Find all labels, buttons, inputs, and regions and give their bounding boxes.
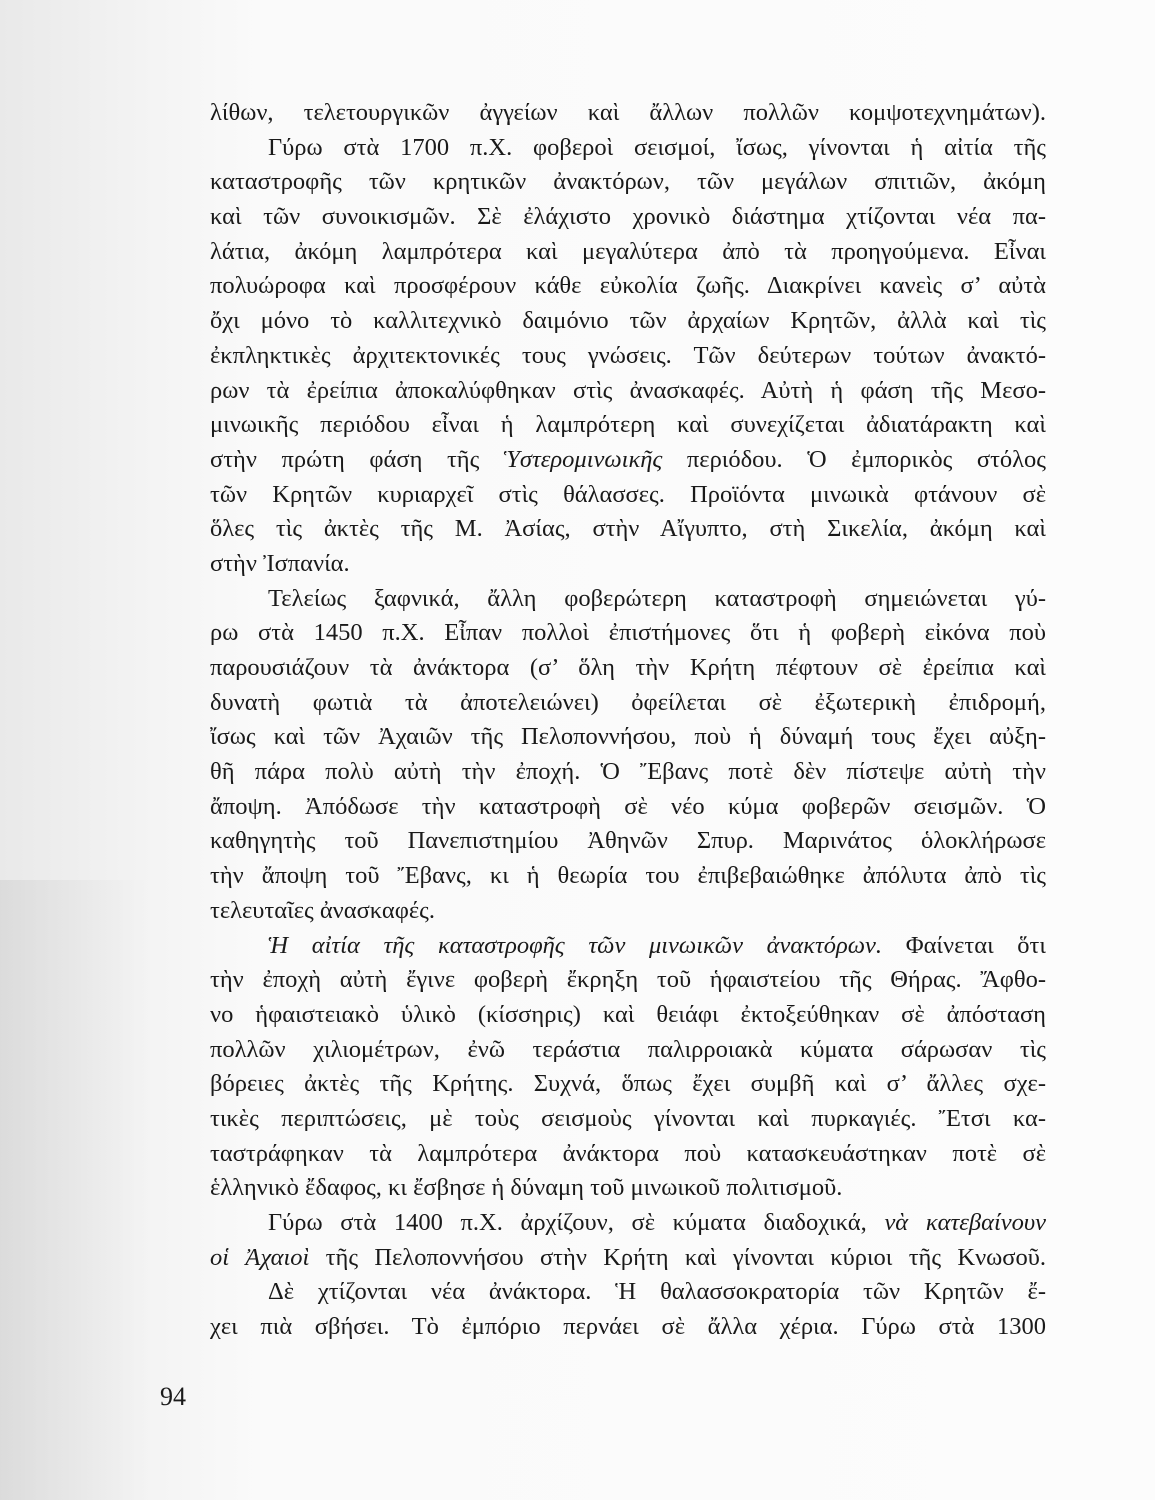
text-segment: ἑλληνικὸ ἔδαφος, κι ἔσβησε ἡ δύναμη τοῦ μινωικοῦ πολιτισμοῦ. [210, 1174, 843, 1202]
text-line [210, 755, 1046, 790]
paragraph [210, 96, 1046, 131]
text-line [210, 963, 1046, 998]
text-line [210, 443, 1046, 478]
text-segment: Γύρω στὰ 1400 π.Χ. ἀρχίζουν, σὲ κύματα διαδοχικά, [268, 1209, 885, 1236]
text-segment: ρω στὰ 1450 π.Χ. Εἶπαν πολλοὶ ἐπιστήμονες ὅτι ἡ φοβερὴ εἰκόνα ποὺ [210, 619, 1046, 647]
text-segment: ἴσως καὶ τῶν Ἀχαιῶν τῆς Πελοποννήσου, ποὺ ἡ δύναμή τους ἔχει αὐξη- [210, 723, 1046, 751]
text-segment: πολλῶν χιλιομέτρων, ἐνῶ τεράστια παλιρροιακὰ κύματα σάρωσαν τὶς [210, 1035, 1046, 1063]
text-segment: καθηγητὴς τοῦ Πανεπιστημίου Ἀθηνῶν Σπυρ. Μαρινάτος ὁλοκλήρωσε [210, 827, 1046, 855]
text-segment: μινωικῆς περιόδου εἶναι ἡ λαμπρότερη καὶ συνεχίζεται ἀδιατάρακτη καὶ [210, 411, 1046, 439]
text-line [210, 235, 1046, 270]
text-segment: στὴν πρώτη φάση τῆς [210, 445, 504, 473]
text-line [210, 998, 1046, 1033]
text-line [210, 616, 1046, 651]
paragraph [210, 582, 1046, 929]
text-line [210, 894, 1046, 929]
text-line [210, 374, 1046, 409]
text-line [210, 651, 1046, 686]
text-line [210, 547, 1046, 582]
paragraph [210, 131, 1046, 582]
text-line [210, 1310, 1046, 1345]
text-segment: νο ἡφαιστειακὸ ὑλικὸ (κίσσηρις) καὶ θειάφι ἐκτοξεύθηκαν σὲ ἀπόσταση [210, 1000, 1046, 1028]
text-line [210, 200, 1046, 235]
text-line [210, 1241, 1046, 1276]
italic-text: Ὑστερομινωικῆς [503, 445, 663, 473]
text-line [210, 929, 1046, 964]
text-segment: λάτια, ἀκόμη λαμπρότερα καὶ μεγαλύτερα ἀπὸ τὰ προηγούμενα. Εἶναι [210, 237, 1046, 265]
text-line [210, 1275, 1046, 1310]
text-segment: βόρειες ἀκτὲς τῆς Κρήτης. Συχνά, ὅπως ἔχει συμβῆ καὶ σ’ ἄλλες σχε- [210, 1070, 1046, 1098]
text-line [210, 1137, 1046, 1172]
text-line [210, 1171, 1046, 1206]
text-segment: τελευταῖες ἀνασκαφές. [210, 896, 435, 924]
text-line [210, 478, 1046, 513]
text-line [210, 512, 1046, 547]
text-segment: ἄποψη. Ἀπόδωσε τὴν καταστροφὴ σὲ νέο κύμα φοβερῶν σεισμῶν. Ὁ [210, 792, 1046, 820]
text-segment: καταστροφῆς τῶν κρητικῶν ἀνακτόρων, τῶν μεγάλων σπιτιῶν, ἀκόμη [210, 168, 1046, 196]
text-segment: λίθων, τελετουργικῶν ἀγγείων καὶ ἄλλων πολλῶν κομψοτεχνημάτων). [210, 99, 1046, 126]
text-segment: ταστράφηκαν τὰ λαμπρότερα ἀνάκτορα ποὺ κατασκευάστηκαν ποτὲ σὲ [210, 1139, 1046, 1167]
text-segment: θῆ πάρα πολὺ αὐτὴ τὴν ἐποχή. Ὁ Ἔβανς ποτὲ δὲν πίστεψε αὐτὴ τὴν [210, 758, 1046, 786]
text-segment: τῶν Κρητῶν κυριαρχεῖ στὶς θάλασσες. Προϊόντα μινωικὰ φτάνουν σὲ [210, 480, 1046, 508]
text-segment: τὴν ἐποχὴ αὐτὴ ἔγινε φοβερὴ ἔκρηξη τοῦ ἡφαιστείου τῆς Θήρας. Ἄφθο- [210, 966, 1046, 994]
text-segment: περιόδου. Ὁ ἐμπορικὸς στόλος [662, 445, 1046, 473]
paragraph [210, 1206, 1046, 1275]
text-line [210, 1067, 1046, 1102]
text-line [210, 96, 1046, 131]
text-segment: Γύρω στὰ 1700 π.Χ. φοβεροὶ σεισμοί, ἴσως, γίνονται ἡ αἰτία τῆς [268, 133, 1046, 161]
text-segment: ρων τὰ ἐρείπια ἀποκαλύφθηκαν στὶς ἀνασκαφές. Αὐτὴ ἡ φάση τῆς Μεσο- [210, 376, 1046, 404]
text-line [210, 1033, 1046, 1068]
text-line [210, 582, 1046, 617]
italic-text: οἱ Ἀχαιοὶ [210, 1243, 310, 1271]
text-line [210, 1206, 1046, 1241]
text-segment: Τελείως ξαφνικά, ἄλλη φοβερώτερη καταστροφὴ σημειώνεται γύ- [268, 584, 1046, 612]
text-segment: τικὲς περιπτώσεις, μὲ τοὺς σεισμοὺς γίνονται καὶ πυρκαγιές. Ἔτσι κα- [210, 1104, 1046, 1132]
text-segment: Φαίνεται ὅτι [882, 931, 1046, 959]
text-line [210, 131, 1046, 166]
text-segment: δυνατὴ φωτιὰ τὰ ἀποτελειώνει) ὀφείλεται σὲ ἐξωτερικὴ ἐπιδρομή, [210, 688, 1046, 716]
scan-shading [0, 880, 150, 1500]
text-line [210, 790, 1046, 825]
text-line [210, 339, 1046, 374]
text-segment: παρουσιάζουν τὰ ἀνάκτορα (σ’ ὅλη τὴν Κρήτη πέφτουν σὲ ἐρείπια καὶ [210, 654, 1046, 681]
text-line [210, 824, 1046, 859]
italic-text: νὰ κατεβαίνουν [884, 1209, 1046, 1236]
text-segment: πολυώροφα καὶ προσφέρουν κάθε εὐκολία ζωῆς. Διακρίνει κανεὶς σ’ αὐτὰ [210, 272, 1046, 300]
paragraph [210, 1275, 1046, 1344]
text-segment: ὅλες τὶς ἀκτὲς τῆς Μ. Ἀσίας, στὴν Αἴγυπτο, στὴ Σικελία, ἀκόμη καὶ [210, 515, 1046, 543]
text-segment: τῆς Πελοποννήσου στὴν Κρήτη καὶ γίνονται κύριοι τῆς Κνωσοῦ. [309, 1243, 1046, 1271]
italic-text: Ἡ αἰτία τῆς καταστροφῆς τῶν μινωικῶν ἀνακτόρων. [268, 931, 883, 959]
text-line [210, 408, 1046, 443]
text-line [210, 1102, 1046, 1137]
text-line [210, 686, 1046, 721]
page-number: 94 [160, 1382, 186, 1411]
text-line [210, 720, 1046, 755]
text-segment: καὶ τῶν συνοικισμῶν. Σὲ ἐλάχιστο χρονικὸ διάστημα χτίζονται νέα πα- [210, 203, 1046, 231]
text-segment: χει πιὰ σβήσει. Τὸ ἐμπόριο περνάει σὲ ἄλλα χέρια. Γύρω στὰ 1300 [210, 1313, 1046, 1341]
text-line [210, 304, 1046, 339]
text-segment: τὴν ἄποψη τοῦ Ἔβανς, κι ἡ θεωρία του ἐπιβεβαιώθηκε ἀπόλυτα ἀπὸ τὶς [210, 862, 1046, 890]
text-line [210, 269, 1046, 304]
text-segment: ἐκπληκτικὲς ἀρχιτεκτονικές τους γνώσεις. Τῶν δεύτερων τούτων ἀνακτό- [210, 341, 1046, 369]
text-segment: Δὲ χτίζονται νέα ἀνάκτορα. Ἡ θαλασσοκρατορία τῶν Κρητῶν ἔ- [268, 1278, 1046, 1306]
text-segment: στὴν Ἰσπανία. [210, 549, 350, 577]
text-segment: ὄχι μόνο τὸ καλλιτεχνικὸ δαιμόνιο τῶν ἀρχαίων Κρητῶν, ἀλλὰ καὶ τὶς [210, 307, 1046, 335]
text-line [210, 165, 1046, 200]
paragraph [210, 929, 1046, 1207]
text-line [210, 859, 1046, 894]
body-text [210, 96, 1046, 1345]
